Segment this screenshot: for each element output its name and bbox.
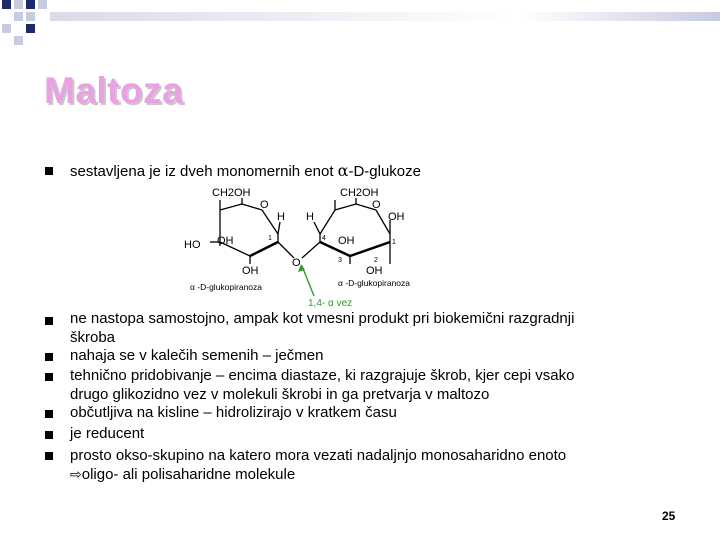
page-number: 25 <box>662 509 676 523</box>
oh-right-mid: OH <box>338 235 355 247</box>
intro-suffix: -D-glukoze <box>348 163 421 180</box>
bullet-item: občutljiva na kisline – hidrolizirajo v kratkem času <box>70 404 397 421</box>
num-1-right: 1 <box>392 239 396 246</box>
bullet-icon <box>45 410 53 418</box>
bullet-icon <box>45 317 53 325</box>
ch2oh-left-label: CH2OH <box>212 187 251 199</box>
ho-left: HO <box>184 239 201 251</box>
bullet-item: nahaja se v kalečih semenih – ječmen <box>70 347 324 364</box>
alpha-symbol: α <box>337 161 349 180</box>
bullet-item: ne nastopa samostojno, ampak kot vmesni produkt pri biokemični razgradnji škroba <box>70 310 575 346</box>
num-3: 3 <box>338 257 342 264</box>
oh-left-bottom: OH <box>242 265 259 277</box>
oh-right-bottom: OH <box>366 265 383 277</box>
oh-right-top: OH <box>388 211 405 223</box>
bond-label: 1,4- α vez <box>308 298 353 309</box>
slide-title: Maltoza <box>44 70 184 111</box>
bullet-icon <box>45 452 53 460</box>
arrow-right-icon: ⇨ <box>70 467 82 483</box>
bullet-item: je reducent <box>70 425 145 442</box>
intro-text <box>70 161 421 181</box>
num-4: 4 <box>322 235 326 242</box>
h-right: H <box>306 211 314 223</box>
ring-o-right: O <box>372 199 381 211</box>
intro-main: sestavljena je iz dveh monomernih enot <box>70 163 338 180</box>
bullet-icon <box>45 431 53 439</box>
bullet-item: prosto okso-skupino na katero mora vezati nadaljnjo monosaharidno enoto ⇨oligo- ali polisaharidne molekule <box>70 447 567 483</box>
ring-o-left: O <box>260 199 269 211</box>
ch2oh-right-label: CH2OH <box>340 187 379 199</box>
label-right-unit: α -D-glukopiranoza <box>338 278 411 288</box>
oh-left-mid: OH <box>217 235 234 247</box>
bullet-item: tehnično pridobivanje – encima diastaze, ki razgrajuje škrob, kjer cepi vsako drugo glikozidno vez v molekuli škrobi in ga pretvarja v maltozo <box>70 367 575 403</box>
num-2: 2 <box>374 257 378 264</box>
bridge-o: O <box>292 257 301 269</box>
maltose-structure-diagram <box>180 182 420 310</box>
h-left: H <box>277 211 285 223</box>
bullet-icon <box>45 167 53 175</box>
num-1-left: 1 <box>268 235 272 242</box>
bullet-icon <box>45 353 53 361</box>
bullet-icon <box>45 373 53 381</box>
label-left-unit: α -D-glukopiranoza <box>190 282 263 292</box>
